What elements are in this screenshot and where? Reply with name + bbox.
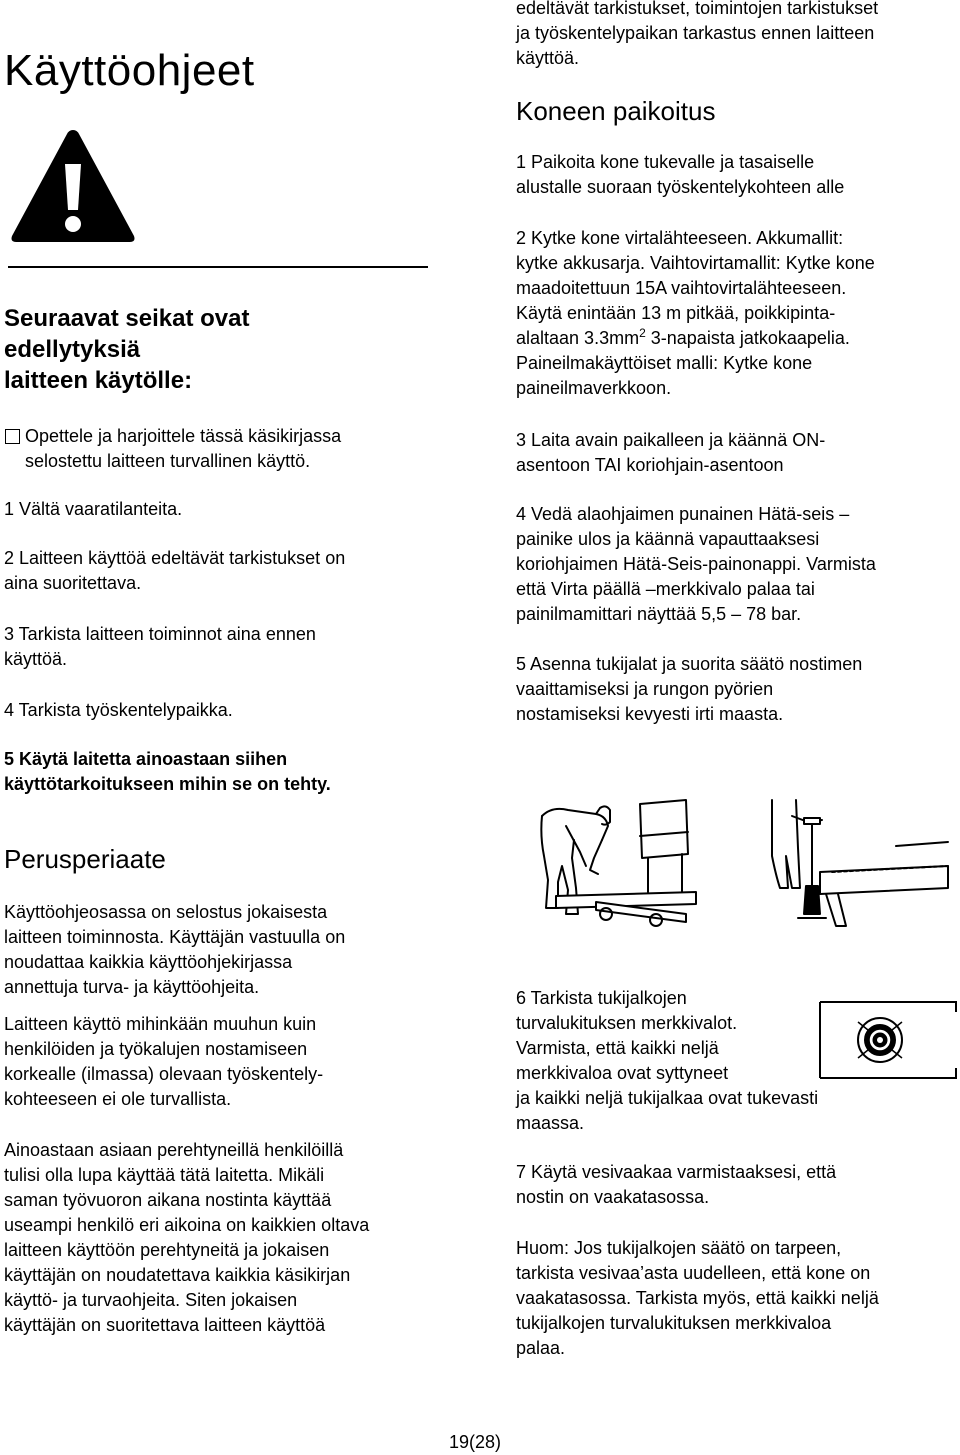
superscript: 2 xyxy=(639,326,646,340)
step-text: 1 Paikoita kone tukevalle ja tasaiselle alustalle suoraan työskentelykohteen alle xyxy=(516,152,845,197)
page-title: Käyttöohjeet xyxy=(4,46,255,95)
step-text: 6 Tarkista tukijalkojen turvalukituksen merkkivalot. Varmista, että kaikki neljä merkkivaloa ovat syttyneet ja kaikki neljä tukijalkaa ovat tukevasti maassa. xyxy=(516,988,819,1133)
list-item-emphasis: 5 Käytä laitetta ainoastaan siihen käyttötarkoitukseen mihin se on tehty. xyxy=(4,749,331,794)
step-text xyxy=(516,226,956,401)
list-item: 2 Laitteen käyttöä edeltävät tarkistukset on aina suoritettava. xyxy=(4,548,346,593)
step-text-part: 2 Kytke kone virtalähteeseen. Akkumallit: kytke akkusarja. Vaihtovirtamallit: Kytke kone maadoitettuun 15A vaihtovirtalähteeseen. Käytä enintään 13 m pitkää, poikkipinta- alaltaan 3.3mm xyxy=(516,228,875,348)
step-text: 7 Käytä vesivaakaa varmistaaksesi, että nostin on vaakatasossa. xyxy=(516,1162,837,1207)
page-number: 19(28) xyxy=(449,1432,502,1452)
continuation-text: edeltävät tarkistukset, toimintojen tarkistukset ja työskentelypaikan tarkastus ennen laitteen käyttöä. xyxy=(516,0,879,68)
warning-triangle-icon xyxy=(8,124,138,248)
step-text: 3 Laita avain paikalleen ja käännä ON- asentoon TAI koriohjain-asentoon xyxy=(516,430,826,475)
indicator-light-illustration xyxy=(818,1000,958,1080)
step-text: 5 Asenna tukijalat ja suorita säätö nostimen vaaittamiseksi ja rungon pyörien nostamiseksi kevyesti irti maasta. xyxy=(516,654,863,724)
paragraph: Käyttöohjeosassa on selostus jokaisesta laitteen toiminnosta. Käyttäjän vastuulla on noudattaa kaikkia käyttöohjekirjassa annettuja turva- ja käyttöohjeita. xyxy=(4,902,346,997)
checklist-item-text: Opettele ja harjoittele tässä käsikirjassa selostettu laitteen turvallinen käyttö. xyxy=(25,426,342,471)
checkbox-icon xyxy=(5,429,20,444)
outrigger-illustration xyxy=(536,796,956,928)
paragraph: Laitteen käyttö mihinkään muuhun kuin henkilöiden ja työkalujen nostamiseen korkealle (ilmassa) olevaan työskentely- kohteeseen ei ole turvallista. xyxy=(4,1014,324,1109)
list-item: 1 Vältä vaaratilanteita. xyxy=(4,499,183,519)
step-text-part: 3-napaista jatkokaapelia. Paineilmakäyttöiset malli: Kytke kone paineilmaverkkoon. xyxy=(516,328,850,398)
list-item: 4 Tarkista työskentelypaikka. xyxy=(4,700,233,720)
step-text: 4 Vedä alaohjaimen punainen Hätä-seis – painike ulos ja käännä vapauttaaksesi koriohjaimen Hätä-Seis-painonappi. Varmista että Virta päällä –merkkivalo palaa tai painilmamittari näyttää 5,5 – 78 bar. xyxy=(516,504,876,624)
paragraph: Ainoastaan asiaan perehtyneillä henkilöillä tulisi olla lupa käyttää tätä laitetta. Mikäli saman työvuoron aikana nostinta käyttää useampi henkilö eri aikoina on kaikkien oltava laitteen käyttöön perehtyneitä ja jokaisen käyttäjän on noudatettava kaikkia käsikirjan käyttö- ja turvaohjeita. Siten jokaisen käyttäjän on suoritettava laitteen käyttöä xyxy=(4,1140,370,1335)
prerequisites-heading: Seuraavat seikat ovat edellytyksiä laitteen käytölle: xyxy=(4,305,250,394)
divider xyxy=(8,266,428,268)
section-heading: Perusperiaate xyxy=(4,844,166,874)
checklist-item xyxy=(4,424,444,474)
note-text: Huom: Jos tukijalkojen säätö on tarpeen, tarkista vesivaa’asta uudelleen, että kone on vaakatasossa. Tarkista myös, että kaikki neljä tukijalkojen turvalukituksen merkkivaloa palaa. xyxy=(516,1238,879,1358)
list-item: 3 Tarkista laitteen toiminnot aina ennen käyttöä. xyxy=(4,624,316,669)
section-heading: Koneen paikoitus xyxy=(516,96,716,126)
